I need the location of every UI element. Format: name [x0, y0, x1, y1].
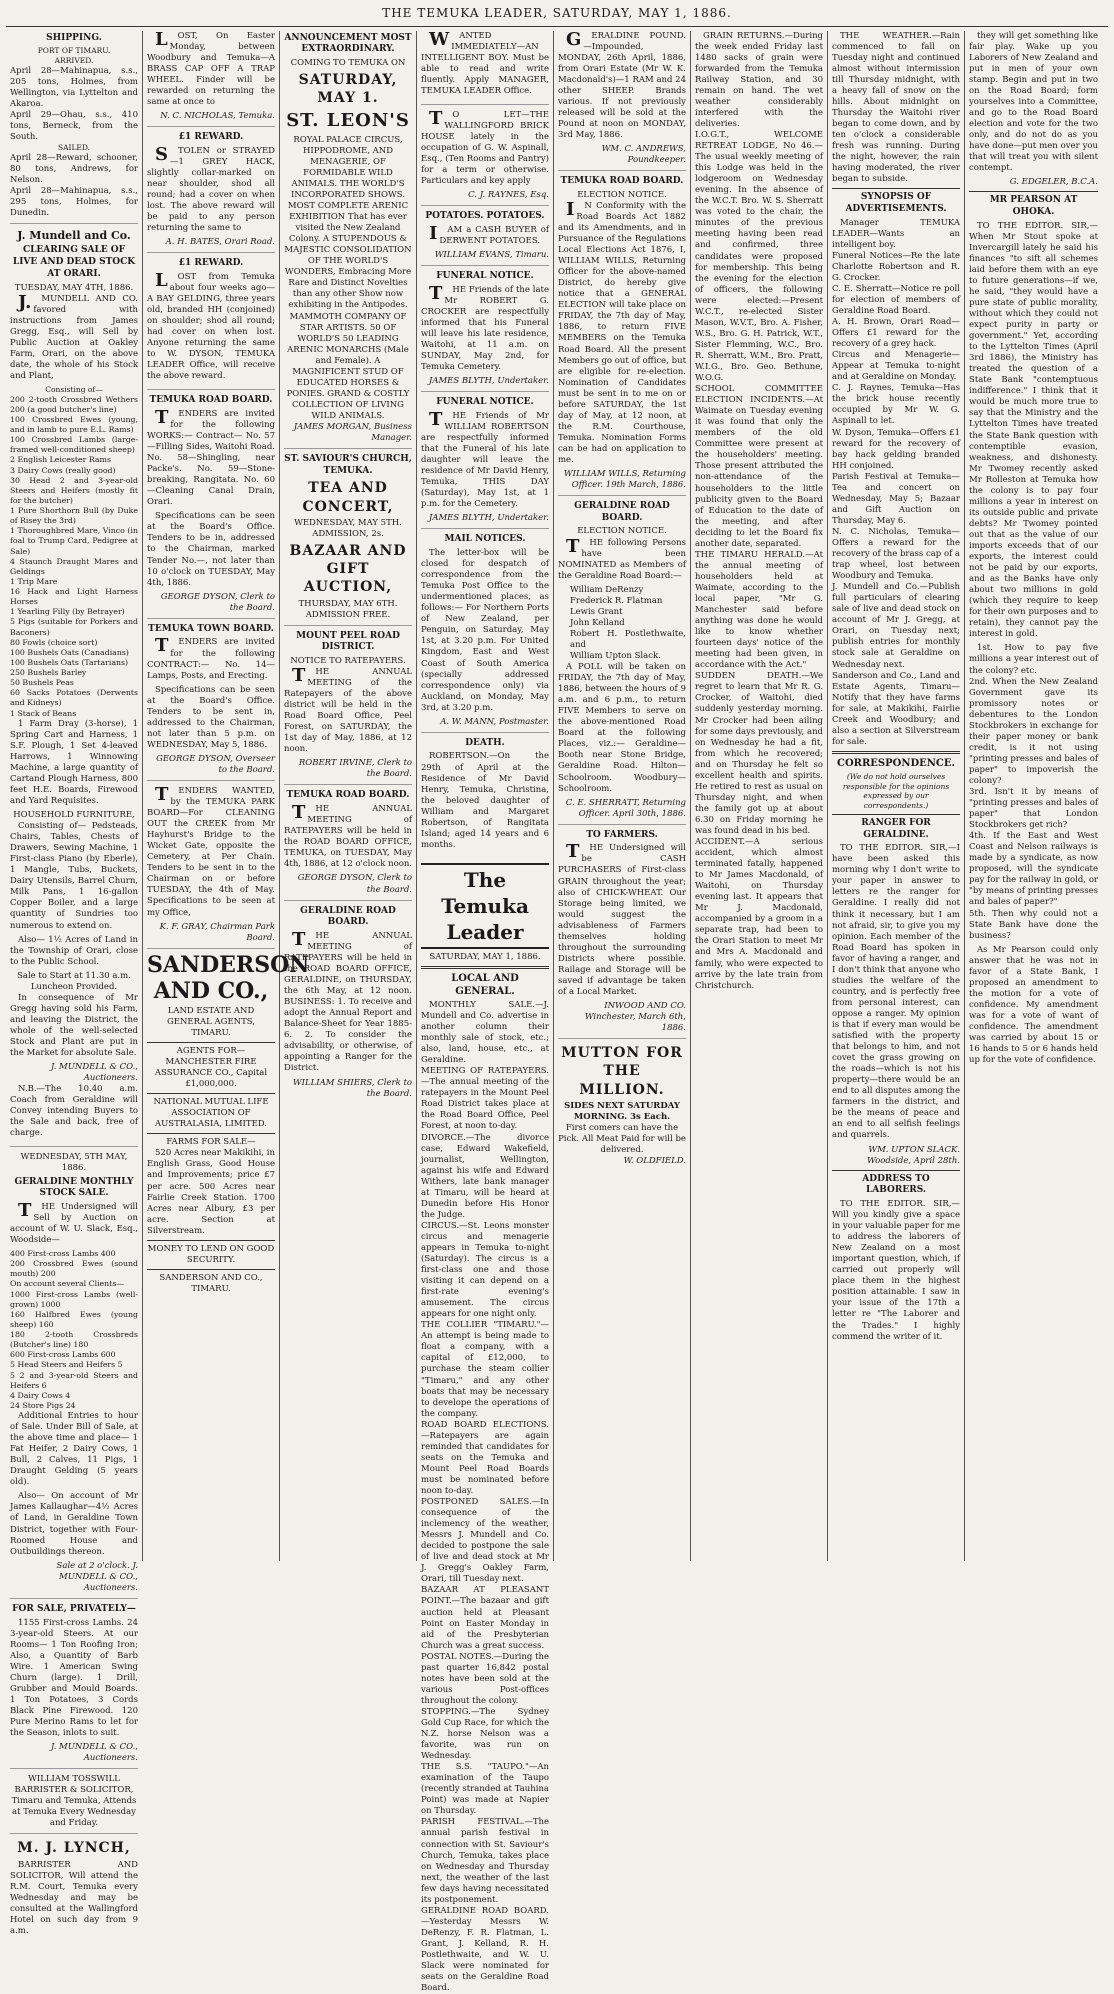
reward-grey-hack: [147, 132, 275, 253]
correspondence-note: (We do not hold ourselves responsible for the opinions expressed by our correspondents.): [842, 771, 950, 811]
newspaper-nameplate: The Temuka Leader: [421, 863, 549, 949]
ttb-text-2: Specifications can be seen at the Board's Office. Tenders to be sent in, addressed to the Chairman, not later than 5 p.m. on WEDNESDAY, May 5, 1886.: [147, 684, 275, 750]
ranger-signature: WM. UPTON SLACK. Woodside, April 28th.: [867, 1144, 960, 1166]
geraldine-signature: Sale at 2 o'clock. J. MUNDELL & CO., Auctioneers.: [56, 1560, 138, 1593]
sale-time: Sale to Start at 11.30 a.m. Luncheon Provided.: [17, 970, 131, 992]
trb-text-2: Specifications can be seen at the Board's Office. Tenders to be in, addressed to the Chairman, marked Tender No.—, not later than 10 o'clock on TUESDAY, May 4th, 1886.: [147, 511, 275, 588]
temuka-road-board-tenders: [147, 395, 275, 619]
lost-signature: N. C. NICHOLAS, Temuka.: [160, 110, 275, 121]
mail-signature: A. W. MANN, Postmaster.: [440, 716, 549, 727]
for-sale-signature: J. MUNDELL & CO., Auctioneers.: [50, 1742, 138, 1764]
ohoka-ending: As Mr Pearson could only answer that he was not in favor of a State Bank, I proposed an amendment to the motion for a vote of confidence. My amendment was for a vote of want of confidence. The amendment was carried by about 15 or 16 hands to 5 or 6 hands held up for the vote of confidence.: [969, 944, 1098, 1066]
mail-notices: [421, 534, 549, 732]
geraldine-more: Additional Entries to hour of Sale. Under Bill of Sale, at the above time and place— 1 Fat Heifer, 2 Dairy Cows, 1 Bull, 2 Calves, 11 Pigs, 1 Draught Gelding (5 years old).: [10, 1411, 138, 1488]
lynch-heading: M. J. LYNCH,: [17, 1840, 131, 1857]
wanted-ad: [421, 28, 549, 105]
election-signature: WILLIAM WILLS, Returning Officer. 19th March, 1886.: [563, 469, 686, 491]
column-7: [828, 31, 965, 1561]
wanted-text: WANTED IMMEDIATELY—AN INTELLIGENT BOY. Must be able to read and write fluently. Apply MANAGER, TEMUKA LEADER Office.: [421, 28, 549, 96]
synopsis-text: Manager TEMUKA LEADER—Wants an intelligent boy. Funeral Notices—Re the late Charlotte Robertson and R. G. Crocker. C. E. Sherratt—Notice re poll for election of members of Geraldine Road Board. A. H. Brown, Orari Road—Offers £1 reward for the recovery of a grey hack. Circus and Menagerie—Appear at Temuka to-night and at Geraldine on Monday. C. J. Raynes, Temuka—Has the brick house recently occupied by Mr W. G. Aspinall to let. W. Dyson, Temuka—Offers £1 reward for the recovery of bay hack gelding branded HH conjoined. Parish Festival at Temuka—Tea and concert on Wednesday, May 5; Bazaar and Gift Auction on Thursday, May 6. N. C. Nicholas, Temuka—Offers a reward for the recovery of the brass cap of a trap wheel, lost between Woodbury and Temuka. J. Mundell and Co.—Publish full particulars of clearing sale of live and dead stock on account of Mr J. Gregg, at Orari, on Tuesday next; publish entries for monthly stock sale at Geraldine on Wednesday next. Sanderson and Co., Land and Estate Agents, Timaru—Notify that they have farms for sale, at Makikihi, Fairlie Creek and Woodbury; and also a section at Silverstream for sale.: [832, 217, 960, 747]
sanderson-signature: SANDERSON AND CO., TIMARU.: [159, 1272, 263, 1294]
ttb-heading: TEMUKA TOWN BOARD.: [148, 623, 274, 634]
circus-signature: JAMES MORGAN, Business Manager.: [293, 422, 412, 444]
mount-peel-heading: MOUNT PEEL ROAD DISTRICT.: [296, 630, 400, 653]
circus-text: ROYAL PALACE CIRCUS, HIPPODROME, AND MENAGERIE, OF FORMIDABLE WILD ANIMALS. THE WORLD'S INCORPORATED SHOWS. MOST COMPLETE ARENIC EXHIBITION That has ever visited the New Zealand Colony. A STUPENDOUS & MAJESTIC CONSOLIDATION OF THE WORLD'S WONDERS, Embracing More Rare and Distinct Novelties than any other Show now exhibiting in the Antipodes. MAMMOTH COMPANY OF STAR ARTISTS. 50 OF WORLD'S 50 LEADING ARENIC MONARCHS (Male and Female). A MAGNIFICENT STUD OF EDUCATED HORSES & PONIES. GRAND & COSTLY COLLECTION OF LIVING WILD ANIMALS.: [284, 134, 412, 421]
geraldine-election-text: THE following Persons have been NOMINATED as Members of the Geraldine Road Board:—: [558, 535, 686, 581]
temuka-annual-meeting: [284, 790, 412, 900]
tosswill-card: [10, 1774, 138, 1834]
pound-text: GERALDINE POUND.—Impounded, MONDAY, 26th April, 1886, from Orari Estate (Mr W. K. Macdonald's)—1 RAM and 24 other SHEEP. Brands various. If not previously released will be sold at the Pound at noon on MONDAY, 3rd May, 1886.: [558, 28, 686, 141]
lost-text: LOST, On Easter Monday, between Woodbury and Temuka—A BRASS CAP OFF A TRAP WHEEL. Finder will be rewarded on returning the same at once to: [147, 28, 275, 107]
circus-date: SATURDAY, MAY 1.: [298, 72, 398, 107]
temuka-meeting-heading: TEMUKA ROAD BOARD.: [286, 790, 410, 801]
death-heading: DEATH.: [465, 737, 505, 748]
potatoes-text: IAM a CASH BUYER of DERWENT POTATOES.: [429, 222, 549, 246]
funeral-notice-1: [421, 271, 549, 392]
mutton-text: First comers can have the Pick. All Meat Paid for will be delivered.: [558, 1122, 686, 1155]
tpb-signature: K. F. GRAY, Chairman Park Board.: [159, 921, 275, 943]
st-leons: ST. LEON'S: [286, 110, 410, 132]
funeral2-signature: JAMES BLYTH, Undertaker.: [428, 513, 549, 524]
poll-signature: C. E. SHERRATT, Returning Officer. April 30th, 1886.: [565, 797, 686, 819]
sanderson-co: AND CO.,: [153, 977, 269, 1004]
geraldine-annual-meeting: [284, 906, 412, 1104]
reward2-text: LOST from Temuka about four weeks ago—A BAY GELDING, three years old, branded HH (conjoined) on shoulder; shod all round; had cover on when lost. Anyone returning the same to W. DYSON, TEMUKA LEADER Office, will receive the above reward.: [147, 269, 275, 382]
household-heading: HOUSEHOLD FURNITURE,: [13, 810, 135, 821]
shipping-heading: SHIPPING.: [46, 32, 102, 43]
local-general-heading: LOCAL AND GENERAL.: [451, 972, 519, 997]
poll-text: A POLL will be taken on FRIDAY, the 7th day of May, 1886, between the hours of 9 a.m. and 6 p.m., to return FIVE Members to serve on the above-mentioned Road Board at the following Places, viz.:— Geraldine—Booth near Stone Bridge, Geraldine Road. Hilton—Schoolroom. Woodbury—Schoolroom.: [558, 662, 686, 794]
bazaar-heading: BAZAAR AND GIFT AUCTION,: [289, 542, 407, 596]
sailed-heading: SAILED.: [57, 143, 91, 153]
lynch-card: [10, 1839, 138, 1944]
laborers-heading: ADDRESS TO LABORERS.: [862, 1173, 930, 1196]
ttb-signature: GEORGE DYSON, Overseer to the Board.: [156, 753, 275, 775]
to-farmers-ad: [558, 830, 686, 1039]
temuka-town-board-tenders: [147, 624, 275, 781]
arrived-heading: ARRIVED.: [54, 56, 94, 66]
temuka-election-heading: TEMUKA ROAD BOARD.: [560, 176, 684, 187]
ohoka-heading: MR PEARSON AT OHOKA.: [989, 195, 1078, 217]
agents-text: AGENTS FOR— MANCHESTER FIRE ASSURANCE CO., Capital £1,000,000.: [154, 1046, 268, 1090]
for-sale-privately: [10, 1604, 138, 1769]
mutual-text: NATIONAL MUTUAL LIFE ASSOCIATION OF AUSTRALASIA, LIMITED.: [153, 1097, 269, 1130]
to-let-ad: [421, 107, 549, 206]
funeral1-heading: FUNERAL NOTICE.: [436, 271, 534, 282]
farm-plant: 1 Farm Dray (3-horse), 1 Spring Cart and Harness, 1 S.F. Plough, 1 Set 4-leaved Harrows, 1 Winnowing Machine, a large quantity of Cartand Plough Harness, 800 feet H.E. Boards, Firewood and Yard Requisites.: [10, 718, 138, 806]
election-text: IN Conformity with the Road Boards Act 1882 and its Amendments, and in Pursuance of the Regulations Local Elections Act 1876, I, WILLIAM WILLS, Returning Officer for the above-named District, do hereby give notice that a GENERAL ELECTION will take place on FRIDAY, the 7th day of May, 1886, to return FIVE MEMBERS on the Temuka Road Board. All the present Members go out of office, but are eligible for re-election. Nomination of Candidates must be sent in to me on or before SATURDAY, the 1st day of May, at 12 noon, at the R.M. Courthouse, Temuka. Nomination Forms can be had on application to me.: [558, 198, 686, 465]
potatoes-ad: [421, 211, 549, 266]
funeral-notice-2: [421, 397, 549, 529]
sanderson-subtitle: LAND ESTATE AND GENERAL AGENTS, TIMARU.: [167, 1005, 255, 1038]
circus-ad: [284, 33, 412, 450]
ohoka-questions: 1st. How to pay five millions a year interest out of the colony? etc. 2nd. When the New Zealand Government gave its promissory notes or debentures to the London Stockbrokers in exchange for their paper money or bank credit, is it not using "printing presses and bales of paper" to impoverish the colony? 3rd. Isn't it by means of "printing presses and bales of paper" that London Stockbrokers get rich? 4th. If the East and West Coast and Nelson railways is made by a syndicate, as now proposed, will the syndicate pay for the railway in gold, or "by means of printing presses and bales of paper?" 5th. Then why could not a State Bank have done the business?: [969, 643, 1098, 941]
column-6: [691, 31, 828, 1561]
pound-signature: WM. C. ANDREWS, Poundkeeper.: [601, 144, 686, 166]
also-land: Also— 1½ Acres of Land in the Township of Orari, close to the Public School.: [10, 934, 138, 967]
for-sale-text: 1155 First-cross Lambs. 24 3-year-old Steers. At our Rooms— 1 Ton Roofing Iron; Also, a Quantity of Barb Wire. 1 American Swing Churn (large). 1 Drill, Grubber and Mould Boards. 1 Ton Potatoes, 3 Cords Black Pine Firewood. 120 Pure Merino Rams to let for the Season, inlots to suit.: [10, 1617, 138, 1738]
page-masthead: THE TEMUKA LEADER, SATURDAY, MAY 1, 1886.: [6, 4, 1108, 27]
ohoka-letter: TO THE EDITOR. SIR,—When Mr Stout spoke at Invercargill lately he said his finances "to sift all schemes laid before them with an eye to future generations—if we, he said, "they would have a pure state of public morality, without which they could not expect purity in party or government." Yet, according to the Lyttelton Times (April 3rd 1886), the Ministry has treated the question of a State Bank "contemptuous indifference." I think that it would be much more true to say that the Ministry and the Lyttelton Times have treated the State Bank question with contemptible evasion, weakness, and dishonesty. Mr Twomey recently asked Mr Rolleston at Temuka how the colony is to pay four millions a year in interest on its outside public and private debts? Mr Twomey pointed out that as the value of our imports exceeds that of our exports, the interest could not be paid by our exports, and as the Banks have only about two millions in gold (which they require to keep for their own purposes and to retain), they cannot pay the interest in gold.: [969, 220, 1098, 640]
st-saviours-ad: [284, 454, 412, 626]
nominee-names: William DeRenzy Frederick R. Flatman Lewis Grant John Kelland Robert H. Postlethwaite, and William Upton Slack.: [570, 584, 686, 661]
shipping-block: [10, 33, 138, 225]
reward-bay-gelding: [147, 258, 275, 390]
household-text: Consisting of— Pedsteads, Chairs, Tables, Chests of Drawers, Sewing Machine, 1 First-class Piano (by Eberle), 1 Mangle, Tubs, Buckets, Dairy Utensils, Barrel Churn, Milk Pans, 1 16-gallon Copper Boiler, and a large quantity of Sundries too numerous to extend on.: [10, 821, 138, 931]
sale-intro: J.MUNDELL AND CO. favored with instructions from James Gregg, Esq., will Sell by Public Auction at Oakley Farm, Orari, on the above date, the whole of his Stock and Plant,: [10, 291, 138, 381]
geraldine-election: [558, 501, 686, 825]
laborers-continued: they will get something like fair play. Wake up you Laborers of New Zealand and put in men of your own stamp. Begin and put in two on the Road Board; form yourselves into a Committee, and go to the Road Board election and vote for the two only, and do not do as you have done—put men over you that will treat you with silent contempt.: [969, 30, 1098, 174]
nameplate-date: SATURDAY, MAY 1, 1886.: [429, 951, 541, 962]
column-2: [143, 28, 310, 1561]
synopsis-heading: SYNOPSIS OF ADVERTISEMENTS.: [845, 192, 947, 214]
farmers-signature: INWOOD AND CO. Winchester, March 6th, 1886.: [584, 1001, 686, 1034]
lost-brass-cap: [147, 28, 275, 127]
column-3: [280, 31, 417, 1561]
temuka-election-notice: [558, 176, 686, 496]
funeral1-text: THE Friends of the late Mr ROBERT G. CROCKER are respectfully informed that his Funeral will leave his late residence, Waitohi, at 11 a.m. on SUNDAY, May 2nd, for Temuka Cemetery.: [421, 282, 549, 373]
sanderson-ad: [147, 951, 310, 1299]
coach-note: N.B.—The 10.40 a.m. Coach from Geraldine will Convey intending Buyers to the Sale and back, free of charge.: [10, 1084, 138, 1139]
trb-signature: GEORGE DYSON, Clerk to the Board.: [160, 591, 275, 613]
columns: [6, 28, 1108, 1994]
st-saviours-heading: ST. SAVIOUR'S CHURCH, TEMUKA.: [284, 454, 412, 476]
geraldine-items: 400 First-cross Lambs 400 200 Crossbred Ewes (sound mouth) 200 On account several Clients— 1000 First-cross Lambs (well-grown) 1000 160 Halfbred Ewes (young sheep) 160 180 2-tooth Crossbreds (Butcher's line) 180 600 First-cross Lambs 600 5 Head Steers and Heifers 5 5 2 and 3-year-old Steers and Heifers 6 4 Dairy Cows 4 24 Store Pigs 24: [10, 1249, 138, 1410]
correspondence-heading: CORRESPONDENCE.: [836, 757, 955, 769]
mundell-clearing-sale: [10, 229, 138, 1147]
temuka-meeting-signature: GEORGE DYSON, Clerk to the Board.: [297, 873, 412, 895]
geraldine-meeting-text: THE ANNUAL MEETING of RATEPAYERS will be held in the ROAD BOARD OFFICE, GERALDINE, on THURSDAY, the 6th May, at 12 noon. BUSINESS: 1. To receive and adopt the Annual Report and Balance-Sheet for Year 1885-6. 2. To consider the advisability, or otherwise, of appointing a Ranger for the District.: [284, 928, 412, 1074]
election-subheading: ELECTION NOTICE.: [577, 189, 667, 200]
arrived-text: April 28—Mahinapua, s.s., 205 tons, Holmes, from Wellington, via Lyttelton and Akaroa. April 29—Ohau, s.s., 410 tons, Berneck, from the South.: [10, 65, 138, 143]
funeral2-heading: FUNERAL NOTICE.: [436, 397, 534, 408]
to-let-signature: C. J. RAYNES, Esq.: [468, 190, 549, 201]
mutton-heading: MUTTON FOR THE MILLION.: [561, 1045, 683, 1098]
geraldine-also: Also— On account of Mr James Kallaughar—4½ Acres of Land, in Geraldine Town District, together with Four-Roomed House and Outbuildings thereon.: [10, 1491, 138, 1557]
farms-heading: FARMS FOR SALE—: [166, 1137, 256, 1148]
for-sale-heading: FOR SALE, PRIVATELY—: [12, 1603, 136, 1614]
trb-text: TENDERS are invited for the following WORKS:— Contract— No. 57—Filling Sides, Waitohi Road. No. 58—Shingling, near Packe's. No. 59—Stone-breaking, Rangitata. No. 60—Cleaning Canal Drain, Orari.: [147, 406, 275, 508]
column-4: [417, 28, 554, 1994]
circus-announcement: ANNOUNCEMENT MOST EXTRAORDINARY.: [284, 32, 412, 55]
tosswill-text: WILLIAM TOSSWILL BARRISTER & SOLICITOR, Timaru and Temuka, Attends at Temuka Every Wednesday and Friday.: [11, 1774, 137, 1829]
mutton-sides: SIDES NEXT SATURDAY MORNING. 3s Each.: [564, 1100, 680, 1122]
sale-date: TUESDAY, MAY 4TH, 1886.: [14, 282, 134, 293]
weather-text: THE WEATHER.—Rain commenced to fall on Tuesday night and continued almost without intermission till Thursday midnight, with a heavy fall of snow on the hills. About midnight on Thursday the Waitohi river began to come down, and by ten o'clock a considerable fresh was running. During the night, however, the rain having moderated, the river began to subside.: [832, 30, 960, 185]
geraldine-meeting-signature: WILLIAM SHIERS, Clerk to the Board.: [292, 1077, 412, 1099]
mundell-signature: J. MUNDELL & CO., Auctioneers.: [50, 1062, 138, 1084]
coming-to: COMING TO TEMUKA ON: [290, 57, 406, 68]
mount-peel-signature: ROBERT IRVINE, Clerk to the Board.: [298, 758, 412, 780]
sailed-text: April 28—Reward, schooner, 80 tons, Andrews, for Nelson. April 28—Mahinapua, s.s., 295 tons, Holmes, for Dunedin.: [10, 152, 138, 219]
ranger-heading: RANGER FOR GERALDINE.: [861, 817, 931, 840]
column-8: [965, 31, 1102, 1561]
pound-notice: [558, 28, 686, 172]
funeral2-text: THE Friends of Mr WILLIAM ROBERTSON are respectfully informed that the Funeral of his late daughter will leave the residence of Mr David Henry, Temuka, THIS DAY (Saturday), May 1st, at 1 p.m. for the Cemetery.: [421, 408, 549, 510]
trb-heading: TEMUKA ROAD BOARD.: [149, 395, 273, 406]
reward2-heading: £1 REWARD.: [178, 258, 244, 269]
consequence-text: In consequence of Mr Gregg having sold his Farm, and leaving the District, the whole of the well-selected Stock and Plant are put in the Market for absolute Sale.: [10, 992, 138, 1059]
mount-peel-subheading: NOTICE TO RATEPAYERS.: [290, 655, 406, 666]
consisting-label: Consisting of—: [45, 384, 103, 394]
park-board-tenders: [147, 786, 275, 949]
to-let-text: TO LET—THE WALLINGFORD BRICK HOUSE lately in the occupation of G. W. Aspinall, Esq., (Ten Rooms and Pantry) for a term or otherwise. Particulars and key apply: [421, 107, 549, 187]
temuka-meeting-text: THE ANNUAL MEETING of RATEPAYERS will be held in the ROAD BOARD OFFICE, TEMUKA, on TUESDAY, May 4th, 1886, at 12 o'clock noon.: [284, 802, 412, 870]
death-text: ROBERTSON.—On the 29th of April at the Residence of Mr David Henry, Temuka, Christina, the beloved daughter of William and Margaret Robertson, of Rangitata Island; aged 14 years and 6 months.: [421, 751, 549, 850]
potatoes-heading: POTATOES. POTATOES.: [425, 211, 545, 222]
farmers-text: THE Undersigned will be CASH PURCHASERS of First-class GRAIN throughout the year; also of CHICK-WHEAT. Our Storage being limited, we would suggest the advisableness of Farmers themselves holding throughout the surrounding Districts where possible. Railage and Storage will be saved if advantage be taken of a Local Market.: [558, 841, 686, 997]
reward1-signature: A. H. BATES, Orari Road.: [165, 237, 275, 248]
port-heading: PORT OF TIMARU.: [37, 46, 111, 56]
geraldine-stock-sale: [10, 1152, 138, 1598]
mundell-heading: J. Mundell and Co.: [17, 229, 131, 243]
clearing-sale-heading: CLEARING SALE OF LIVE AND DEAD STOCK AT ORARI.: [12, 245, 136, 279]
reward1-text: STOLEN or STRAYED—1 GREY HACK, slightly collar-marked on near shoulder, shod all round; had a cover on when lost. The above reward will be paid to any person returning the same to: [147, 143, 275, 233]
column-1: [6, 31, 143, 1936]
tea-date: WEDNESDAY, MAY 5TH. ADMISSION, 2s.: [294, 517, 402, 539]
potatoes-signature: WILLIAM EVANS, Timaru.: [434, 250, 549, 261]
ttb-text: TENDERS are invited for the following CONTRACT:— No. 14—Lamps, Posts, and Erecting.: [147, 635, 275, 681]
bazaar-date: THURSDAY, MAY 6TH. ADMISSION FREE.: [298, 598, 398, 620]
geraldine-date: WEDNESDAY, 5TH MAY, 1886.: [20, 1152, 128, 1174]
mutton-signature: W. OLDFIELD.: [623, 1155, 686, 1166]
mutton-ad: [558, 1044, 686, 1171]
farms-text: 520 Acres near Makikihi, in English Grass, Good House and Improvements; price £7 per acre. 500 Acres near Fairlie Creek Station. 1700 Acres near Albury, £3 per acre. Section at Silverstream.: [147, 1148, 275, 1236]
mail-heading: MAIL NOTICES.: [444, 534, 526, 545]
ranger-letter: TO THE EDITOR. SIR,—I have been asked this morning why I don't write to your paper in answer to letters re the ranger for Geraldine. I really did not think it necessary, but I am not afraid, sir, to give you my opinion. Each member of the Road Board has spoken in favor of having a ranger, and I don't think that anyone who studies the welfare of the country, and is perfectly free from personal interest, can oppose a ranger. My opinion is that if every man would be satisfied with the property that belongs to him, and not covet the grass growing on the roads—which is not his property—there would be an end to all disputes among the farmers in the district, and be the means of peace and an end to all selfish feelings and quarrels.: [832, 843, 960, 1141]
funeral1-signature: JAMES BLYTH, Undertaker.: [428, 376, 549, 387]
sanderson-name: SANDERSON: [147, 951, 310, 978]
geraldine-election-sub: ELECTION NOTICE.: [577, 526, 667, 537]
geraldine-election-heading: GERALDINE ROAD BOARD.: [574, 501, 670, 523]
mount-peel-text: THE ANNUAL MEETING of the Ratepayers of the above district will be held in the Road Board Office, Peel Forest, on SATURDAY, the 1st day of May, 1886, at 12 noon.: [284, 665, 412, 755]
farmers-heading: TO FARMERS.: [586, 829, 658, 840]
geraldine-meeting-heading: GERALDINE ROAD BOARD.: [300, 905, 396, 928]
geraldine-intro: THE Undersigned will Sell by Auction on account of W. U. Slack, Esq., Woodside—: [10, 1199, 138, 1246]
local-general-text: MONTHLY SALE.—J. Mundell and Co. advertise in another column their monthly sale of stock, etc.; also, land, house, etc., at Geraldine. MEETING OF RATEPAYERS.—The annual meeting of the ratepayers in the Mount Peel Road District takes place at the Road Board Office, Peel Forest, at noon to-day. DIVORCE.—The divorce case, Edward Wakefield, journalist, Wellington, against his wife and Edward Withers, late bank manager at Timaru, will be heard at Dunedin before His Honor the Judge. CIRCUS.—St. Leons monster circus and menagerie appears in Temuka to-night (Saturday). The circus is a first-class one and those visiting it can depend on a first-rate evening's amusement. The circus appears for one night only. THE COLLIER "TIMARU."—An attempt is being made to float a company, with a capital of £12,000, to purchase the steam collier "Timaru," and any other boats that may be necessary to develope the operations of the company. ROAD BOARD ELECTIONS.—Ratepayers are again reminded that candidates for seats on the Temuka and Mount Peel Road Boards must be nominated before noon to-day. POSTPONED SALES.—In consequence of the inclemency of the weather, Messrs J. Mundell and Co. decided to postpone the sale of live and dead stock at Mr J. Gregg's Oakley Farm, Orari, till Tuesday next. BAZAAR AT PLEASANT POINT.—The bazaar and gift auction held at Pleasant Point on Easter Monday in aid of the Presbyterian Church was a great success. POSTAL NOTES.—During the past quarter 16,842 postal notes have been sold at the various Post-offices throughout the colony. STOPPING.—The Sydney Gold Cup Race, for which the N.Z. horse Nelson was a favorite, was run on Wednesday. THE S.S. "TAUPO."—An examination of the Taupo (recently stranded at Tauhina Point) was made at Napier on Thursday. PARISH FESTIVAL.—The annual parish festival in connection with St. Saviour's Church, Temuka, takes place on Wednesday and Thursday next, the weather of the last few days having necessitated its postponement. GERALDINE ROAD BOARD.—Yesterday Messrs W. DeRenzy, F. R. Flatman, L. Grant, J. Kelland, R. H. Postlethwaite, and W. U. Slack were nominated for seats on the Geraldine Road Board.: [421, 999, 549, 1994]
column-5: [554, 28, 691, 1561]
stock-items: 200 2-tooth Crossbred Wethers 200 (a good butcher's line) 100 Crossbred Ewes (young, and in lamb to pure E.L. Rams) 100 Crossbred Lambs (large-framed well-conditioned sheep) 2 English Leicester Rams 3 Dairy Cows (really good) 30 Head 2 and 3-year-old Steers and Heifers (mostly fit for the butcher) 1 Pure Shorthorn Bull (by Duke of Risey the 3rd) 1 Thoroughbred Mare, Vinco (in foal to Trump Card, Pedigree at Sale) 4 Staunch Draught Mares and Geldings 1 Trip Mare 16 Hack and Light Harness Horses 1 Yearling Filly (by Betrayer) 5 Pigs (suitable for Porkers and Baconers) 80 Fowls (choice sort) 100 Bushels Oats (Canadians) 100 Bushels Oats (Tartarians) 250 Bushels Barley 50 Bushels Peas 60 Sacks Potatoes (Derwents and Kidneys) 1 Stack of Beans: [10, 394, 138, 718]
death-notice: [421, 738, 549, 858]
laborers-letter: TO THE EDITOR. SIR,—Will you kindly give a space in your valuable paper for me to address the laborers of New Zealand on a most important question, which, if carried out properly will place them in the highest position attainable. I saw in your issue of the 17th a letter re "The Laborer and the Trades." I highly commend the writer of it.: [832, 1198, 960, 1342]
reward1-heading: £1 REWARD.: [178, 131, 244, 142]
local-news-continued: GRAIN RETURNS.—During the week ended Friday last 1480 sacks of grain were forwarded from the Temuka Railway Station, and 30 remain on hand. The wet weather considerably interfered with the deliveries. I.O.G.T., WELCOME RETREAT LODGE, No 46.—The usual weekly meeting of this Lodge was held in the lodgeroom on Wednesday evening. In the absence of the W.C.T. Bro. W. S. Sherratt was voted to the chair, the minutes of the previous meeting having been read and confirmed, three candidates were proposed for membership. This being the evening for the election of officers, the following were elected:—Present W.C.T., re-elected Sister Mason, W.V.T., Bro. A. Fisher, W.S., Bro. G. H. Patrick, W.T., Sister Flemming, W.C., Bro. R. Sherratt, W.M., Bro. Pratt, W.I.G., Bro. Geo. Bethune, W.O.G. SCHOOL COMMITTEE ELECTION INCIDENTS.—At Waimate on Tuesday evening it was found that only the members of the old Committee were present at the householders' meeting. Those present attributed the non-attendance of the householders to the little publicity given to the Board of Education to the date of the meeting, and after deciding to let the Board fix another date, separated. THE TIMARU HERALD.—At the annual meeting of householders held at Waimate, according to the local paper, "Mr G. Manchester said before anything was done he would like to know whether fourteen days' notice of the meeting had been given, in accordance with the Act." SUDDEN DEATH.—We regret to learn that Mr R. G. Crocker, of Waitohi, died suddenly yesterday morning. Mr Crocker had been ailing for some days previously, and on Wednesday he had a fit, from which he recovered; and on Thursday he felt so excellent health and spirits. He retired to rest as usual on Thursday night, and when the family got up at about 6.30 on Friday morning he was found dead in his bed. ACCIDENT.—A serious accident, which almost terminated fatally, happened to Mr James Macdonald, of Waitohi, on Thursday evening last. It appears that Mr J. Macdonald, accompanied by a groom in a separate trap, had been to the Orari Station to meet Mr and Mrs A. Macdonald and family, who were expected to arrive by the late train from Christchurch.: [695, 30, 823, 991]
mount-peel-notice: [284, 631, 412, 786]
money-text: MONEY TO LEND ON GOOD SECURITY.: [147, 1243, 275, 1265]
mail-text: The letter-box will be closed for despatch of correspondence from the Temuka Post Office to the undermentioned places, as follows:— For Northern Ports of New Zealand, per Penguin, on Saturday, May 1st, at 3.20 p.m. For United Kingdom, East and West Coast of South America (specially addressed correspondence only) via Auckland, on Monday, May 3rd, at 3.20 p.m.: [421, 548, 549, 713]
tpb-text: TENDERS WANTED, by the TEMUKA PARK BOARD—For CLEANING OUT the CREEK from Mr Hayhurst's Bridge to the Wicket Gate, opposite the Cemetery, at Per Chain. Tenders to be sent in to the Chairman on or before TUESDAY, the 4th of May. Specifications to be seen at my Office,: [147, 784, 275, 918]
tea-concert: TEA AND CONCERT,: [302, 480, 394, 515]
geraldine-sale-heading: GERALDINE MONTHLY STOCK SALE.: [14, 1176, 134, 1199]
laborers-signature: G. EDGELER, B.C.A.: [1009, 177, 1098, 188]
lynch-text: BARRISTER AND SOLICITOR, Will attend the R.M. Court, Temuka every Wednesday and may be consulted at the Wallingford Hotel on such day from 9 a.m.: [10, 1859, 138, 1936]
